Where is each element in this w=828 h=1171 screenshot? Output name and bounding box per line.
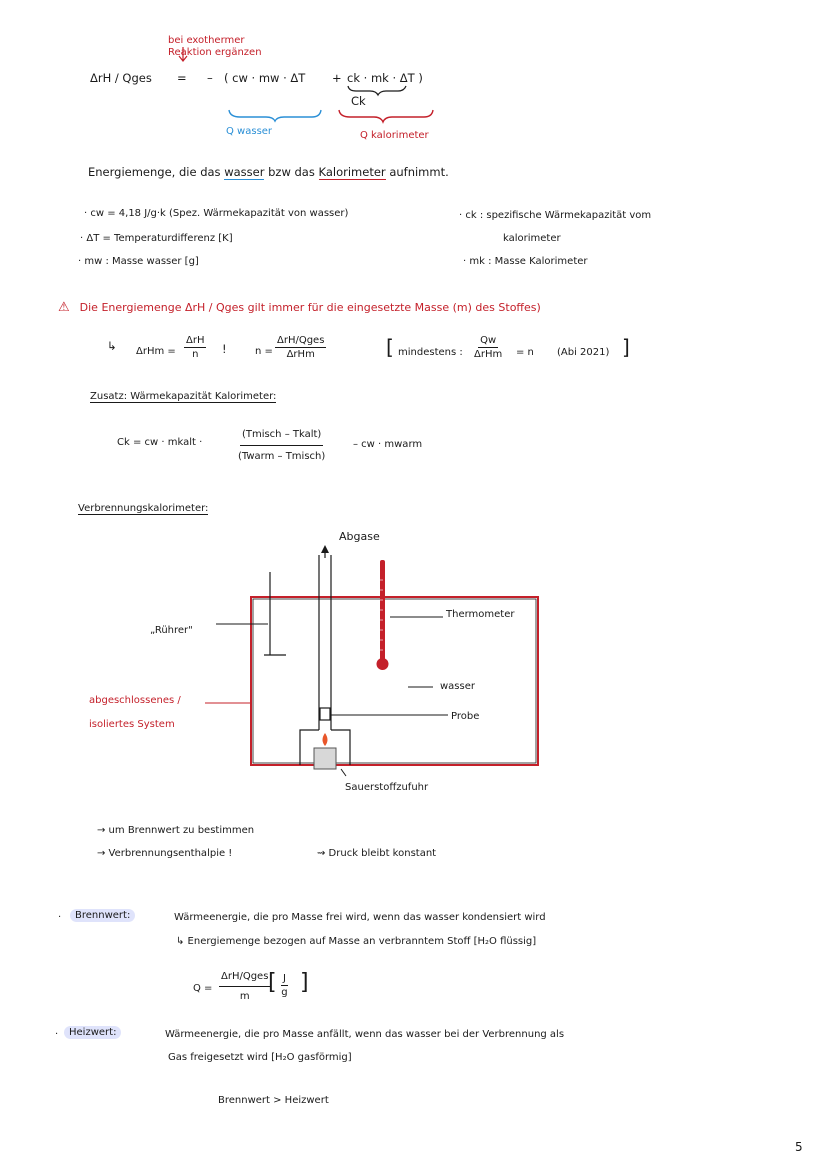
heizwert-line2: Gas freigesetzt wird [H₂O gasförmig] — [168, 1052, 352, 1063]
wasser-label: wasser — [440, 681, 475, 692]
bullet-brennwert: → um Brennwert zu bestimmen — [97, 825, 255, 836]
zusatz-frac-num: (Tmisch – Tkalt) — [240, 428, 323, 446]
def-ck: · ck : spezifische Wärmekapazität vom — [459, 210, 652, 221]
abgase-label: Abgase — [339, 530, 380, 543]
molar-lhs: ΔrHm = — [136, 346, 176, 357]
system-label-2: isoliertes System — [89, 719, 175, 730]
warning-icon: ⚠ — [58, 300, 70, 315]
sauerstoff-label: Sauerstoffzufuhr — [345, 782, 429, 793]
unit-bracket-close: ] — [300, 970, 309, 995]
system-label-1: abgeschlossenes / — [89, 695, 181, 706]
molar-abi: (Abi 2021) — [557, 347, 610, 358]
brennwert-label — [70, 910, 135, 921]
molar-frac1-num: ΔrH — [186, 335, 205, 346]
def-dt-text: ΔT = Temperaturdifferenz [K] — [86, 233, 233, 244]
def-mw-text: mw : Masse wasser [g] — [84, 256, 199, 267]
bullet-druck: ⇝ Druck bleibt konstant — [317, 848, 437, 859]
energy-kalorimeter: Kalorimeter — [318, 165, 386, 179]
ruehrer-label: „Rührer" — [150, 625, 193, 636]
oxygen-block — [314, 748, 336, 769]
vessel-outline — [251, 597, 538, 765]
molar-frac3-num: Qw — [480, 335, 497, 346]
zusatz-title-text: Zusatz: Wärmekapazität Kalorimeter: — [90, 391, 277, 402]
molar-frac1-den: n — [192, 349, 199, 360]
warning-text: Die Energiemenge ΔrH / Qges gilt immer für die eingesetzte Masse (m) des Stoffes) — [79, 301, 541, 314]
heizwert-label — [64, 1027, 121, 1038]
def-mk-text: mk : Masse Kalorimeter — [469, 256, 588, 267]
abgase-arrow — [321, 545, 329, 553]
probe-box — [320, 708, 330, 720]
formula-plus: + — [332, 71, 342, 85]
brennwert-unit — [281, 972, 288, 999]
vessel-inner — [253, 599, 536, 763]
q-kalorimeter-label: Q kalorimeter — [360, 130, 429, 141]
energy-part3: aufnimmt. — [389, 165, 449, 179]
brennwert-line1: Wärmeenergie, die pro Masse frei wird, wenn das wasser kondensiert wird — [174, 912, 546, 923]
q-wasser-label: Q wasser — [226, 126, 273, 137]
molar-n-eq: n = — [255, 346, 273, 357]
brennwert-dot: · — [58, 912, 62, 923]
def-mw: · mw : Masse wasser [g] — [78, 256, 199, 267]
zusatz-rhs: – cw · mwarm — [353, 439, 423, 450]
energy-part1: Energiemenge, die das — [88, 165, 221, 179]
formula-expr-left: ( cw · mw · ΔT — [224, 71, 306, 85]
thermometer-label: Thermometer — [446, 609, 515, 620]
zusatz-lhs: Ck = cw · mkalt · — [117, 437, 203, 448]
page-number: 5 — [795, 1140, 803, 1154]
energy-part2: bzw das — [268, 165, 315, 179]
exotherm-note-text: bei exothermer Reaktion ergänzen — [168, 35, 262, 58]
unit-bracket-open: [ — [268, 970, 277, 995]
heizwert-line1: Wärmeenergie, die pro Masse anfällt, wenn das wasser bei der Verbrennung als — [165, 1029, 565, 1040]
energy-wasser: wasser — [224, 165, 265, 179]
brennwert-frac-num: ΔrH/Qges — [219, 970, 270, 987]
molar-bracket-open: [ — [386, 335, 394, 359]
zusatz-frac-den: (Twarm – Tmisch) — [238, 451, 326, 462]
brennwert-line2: ↳ Energiemenge bezogen auf Masse an verbranntem Stoff [H₂O flüssig] — [176, 936, 537, 947]
heizwert-dot: · — [55, 1029, 59, 1040]
molar-mind: mindestens : — [398, 347, 463, 358]
def-cw-text: cw = 4,18 J/g·k (Spez. Wärmekapazität von wasser) — [90, 208, 349, 219]
brennwert-frac — [219, 970, 270, 1003]
bullet-enthalpie: → Verbrennungsenthalpie ! — [97, 848, 233, 859]
molar-eq-n: = n — [516, 347, 534, 358]
brennwert-frac-den: m — [239, 991, 250, 1002]
probe-label: Probe — [451, 711, 480, 722]
molar-frac3-den: ΔrHm — [474, 349, 503, 360]
formula-minus: – — [207, 71, 213, 85]
def-cw: · cw = 4,18 J/g·k (Spez. Wärmekapazität von wasser) — [84, 208, 349, 219]
thermometer-bulb — [377, 658, 389, 670]
brennwert-unit-den: g — [281, 987, 288, 998]
molar-bracket-close: ] — [622, 335, 630, 359]
molar-frac2-den: ΔrHm — [286, 349, 315, 360]
formula-expr-right: ck · mk · ΔT ) — [347, 71, 423, 85]
def-mk: · mk : Masse Kalorimeter — [463, 256, 588, 267]
formula-lhs: ΔrH / Qges — [90, 71, 152, 85]
thermometer-stem — [380, 560, 385, 663]
formula-eq: = — [177, 71, 187, 85]
sauerstoff-callout — [341, 769, 346, 776]
def-ck2: kalorimeter — [503, 233, 561, 244]
brennwert-q: Q = — [193, 983, 213, 994]
def-dt: · ΔT = Temperaturdifferenz [K] — [80, 233, 233, 244]
heizwert-label-text: Heizwert: — [64, 1026, 121, 1039]
molar-frac2-num: ΔrH/Qges — [277, 335, 325, 346]
brennwert-label-text: Brennwert: — [70, 909, 135, 922]
ck-label: Ck — [351, 94, 366, 108]
def-ck-text: ck : spezifische Wärmekapazität vom — [465, 210, 652, 221]
diagram-title-text: Verbrennungskalorimeter: — [78, 503, 209, 514]
molar-excl: ! — [222, 342, 227, 356]
brennwert-unit-num: J — [283, 973, 286, 984]
flame-icon — [323, 733, 328, 746]
molar-arrow: ↳ — [107, 339, 117, 353]
heizwert-compare: Brennwert > Heizwert — [218, 1095, 329, 1106]
